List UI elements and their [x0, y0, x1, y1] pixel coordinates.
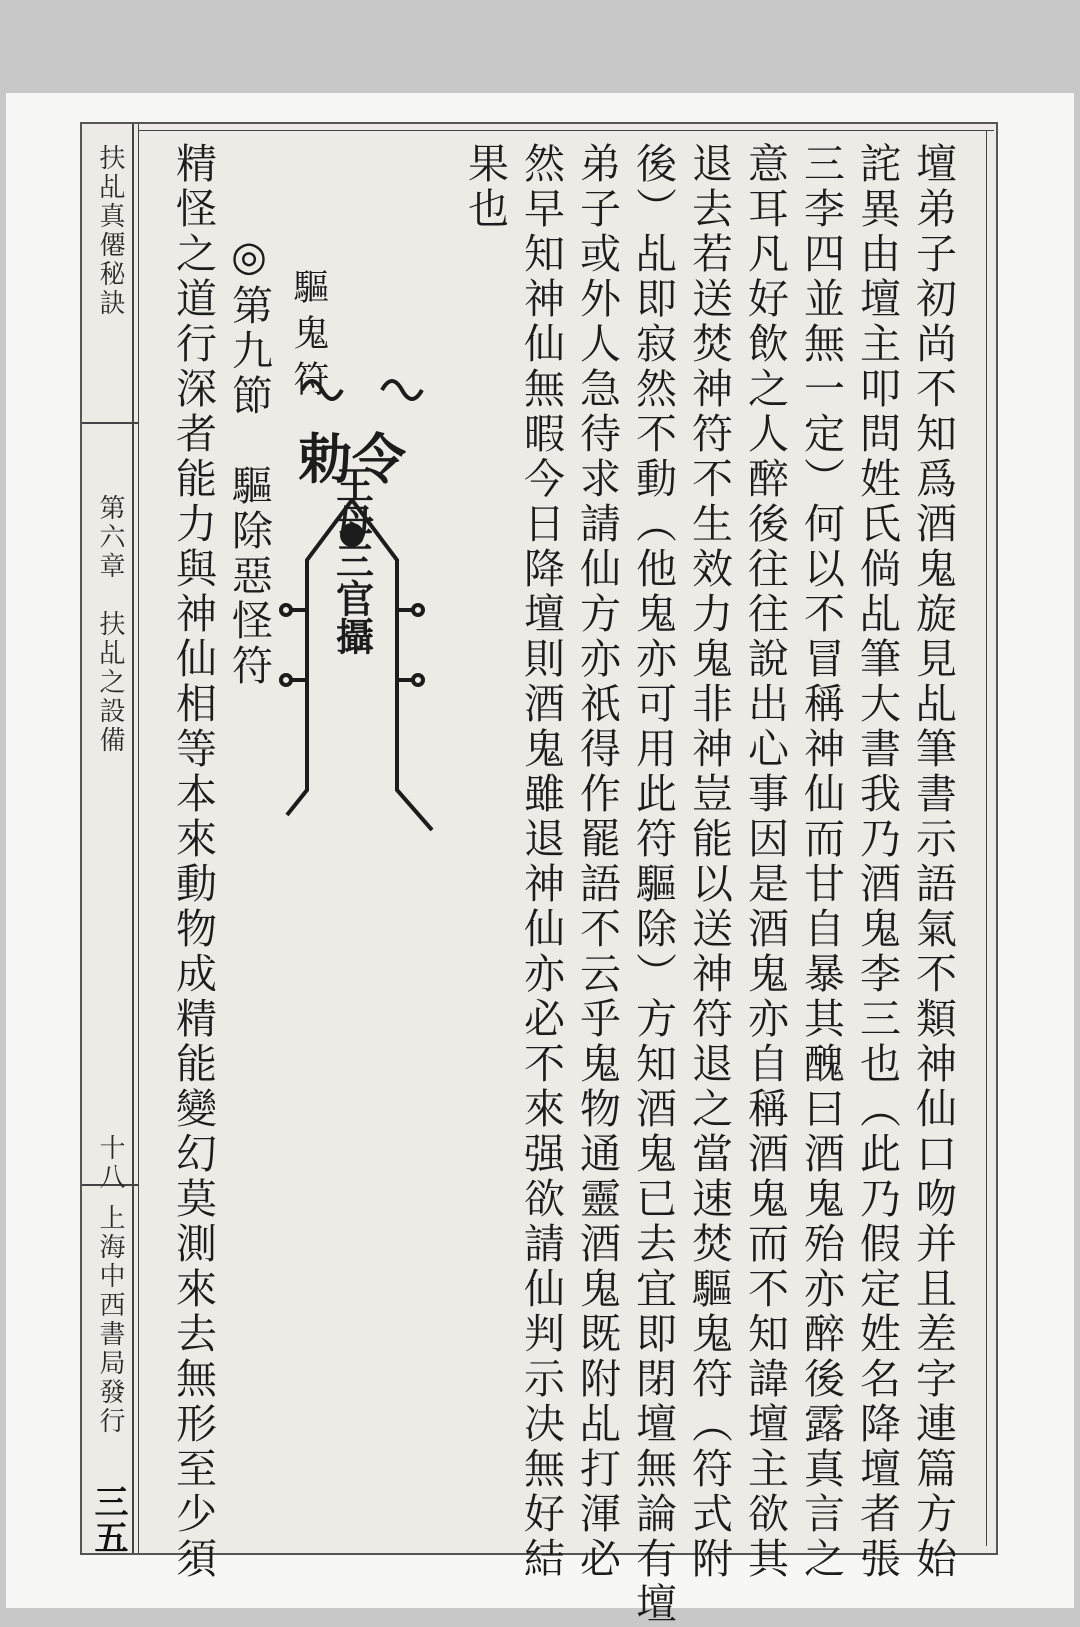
body-column-2: 詫異由壇主叩問姓氏倘乩筆大書我乃酒鬼李三也（此乃假定姓名降壇者張: [853, 142, 901, 1582]
section-heading: ◎第九節 驅除惡怪符: [225, 232, 273, 689]
margin-rule-inner: [138, 124, 139, 1553]
right-rule: [986, 130, 987, 1546]
body-column-5: 退去若送焚神符不生效力鬼非神豈能以送神符退之當速焚驅鬼符（符式附: [685, 142, 733, 1582]
talisman-glyph-top: 勅令: [298, 427, 406, 491]
body-column-9: 果也: [461, 142, 509, 232]
body-column-3: 三李四並無一定）何以不冒稱神仙而甘自暴其醜曰酒鬼殆亦醉後露真言之: [797, 142, 845, 1582]
talisman-glyph-body: 王母三官攝: [329, 465, 375, 655]
page-number: 十八: [95, 1134, 125, 1192]
section-column-1: 精怪之道行深者能力與神仙相等本來動物成精能變幻莫測來去無形至少須: [169, 142, 217, 1582]
body-column-4: 意耳凡好飲之人醉後往往說出心事因是酒鬼亦自稱酒鬼而不知諱壇主欲其: [741, 142, 789, 1582]
talisman-caption: 驅鬼符: [288, 268, 329, 406]
talisman-drawing: [272, 360, 452, 860]
margin-rule-left: [132, 124, 134, 1553]
folio-number: 三五: [88, 1484, 128, 1556]
body-column-7: 弟子或外人急待求請仙方亦祇得作罷語不云乎鬼物通靈酒鬼既附乩打渾必: [573, 142, 621, 1582]
margin-divider-1: [82, 422, 138, 424]
body-column-6: 後）乩即寂然不動（他鬼亦可用此符驅除）方知酒鬼已去宜即閉壇無論有壇: [629, 142, 677, 1627]
header-title: 扶乩真僊秘訣: [95, 144, 125, 318]
talisman-flame-mark: [302, 381, 342, 399]
body-column-8: 然早知神仙無暇今日降壇則酒鬼雖退神仙亦必不來强欲請仙判示决無好結: [517, 142, 565, 1582]
top-rule: [138, 130, 994, 131]
body-column-1: 壇弟子初尚不知爲酒鬼旋見乩筆書示語氣不類神仙口吻并且差字連篇方始: [909, 142, 957, 1582]
publisher-line: 上海中西書局發行: [95, 1204, 125, 1436]
chapter-title: 第六章 扶乩之設備: [95, 494, 125, 755]
